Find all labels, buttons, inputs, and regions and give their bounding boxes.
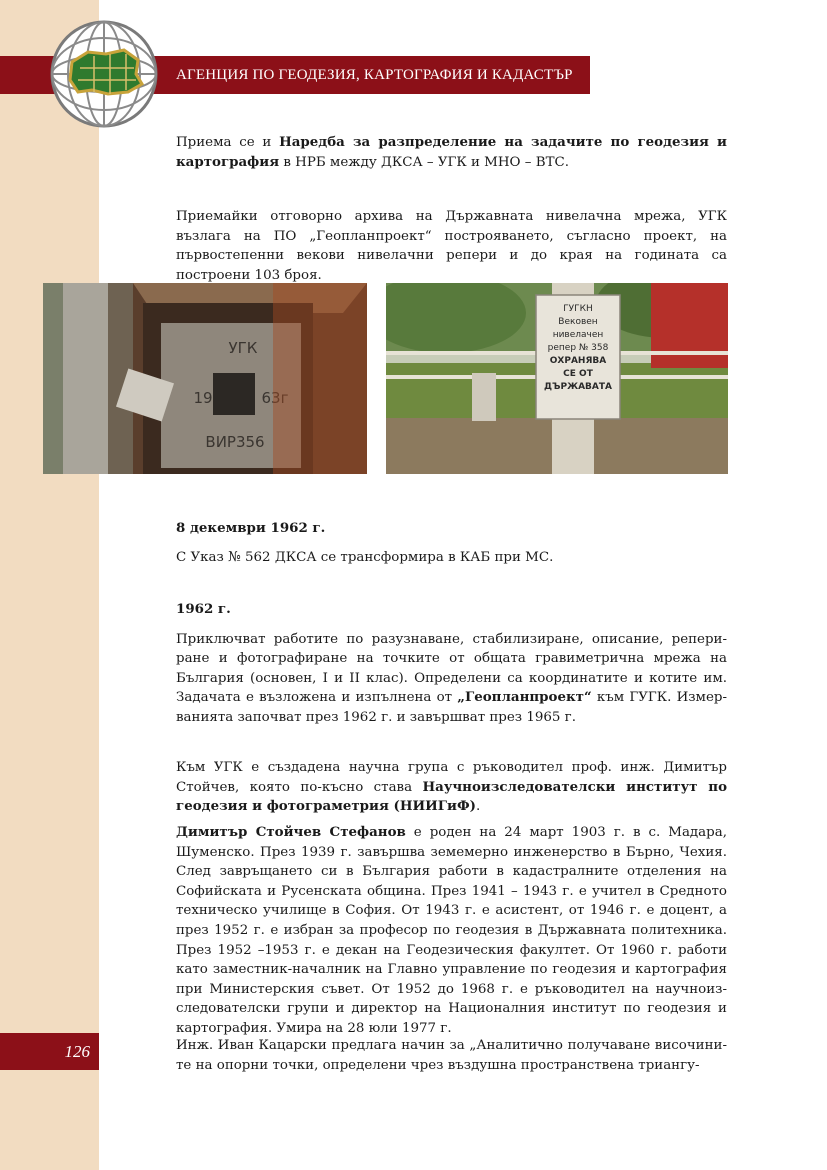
- left-sidebar: [0, 0, 99, 1170]
- s2-text-a: Приключват работите по разузнаване, стабилизиране, описание, репериране и фотографиране на точките от общата гравиметрична мрежа на България (основен, I и II клас). Определени са координатите и котите им. Задачата е възложена и изпълнена от: [176, 631, 727, 706]
- benchmark-line4: ВИР356: [205, 433, 265, 451]
- p1-text-a: Приема се и: [176, 135, 280, 150]
- paragraph-scientific-group: [176, 758, 727, 817]
- paragraph-archive: [176, 207, 727, 285]
- photo-benchmark-sign: [386, 283, 728, 474]
- s2-bold: „Геопланпроект“: [457, 689, 592, 706]
- p3-text-c: .: [476, 799, 481, 815]
- sign-line-2: Вековен: [558, 317, 598, 327]
- sign-line-3: нивелачен: [552, 330, 604, 340]
- header-title: АГЕНЦИЯ ПО ГЕОДЕЗИЯ, КАРТОГРАФИЯ И КАДАСТЪР: [176, 67, 573, 83]
- sign-line-4: репер № 358: [547, 343, 609, 353]
- benchmark-pit-image: [43, 283, 367, 474]
- benchmark-line2: 19: [193, 389, 213, 407]
- page-number: 126: [64, 1042, 90, 1061]
- benchmark-line1: УГК: [228, 339, 258, 357]
- section-1962: [176, 600, 727, 728]
- agency-logo-icon: [48, 18, 160, 130]
- section-dec-1962: [176, 519, 727, 567]
- sign-line-7: ДЪРЖАВАТА: [544, 382, 612, 392]
- p5-text: Инж. Иван Кацарски предлага начин за „Аналитично получаване височините на опорни точки, определени чрез въздушна пространствена триангу-: [176, 1038, 727, 1073]
- paragraph-katsarski: [176, 1036, 727, 1075]
- sign-line-5: ОХРАНЯВА: [549, 356, 607, 366]
- p1-bold: Наредба за разпределение на задачите по геодезия и картография: [176, 134, 727, 170]
- p4-text: е роден на 24 март 1903 г. в с. Мадара, Шуменско. През 1939 г. завършва земемерно инженерство в Бърно, Чехия. След завръщането си в България работи в кадастралните отделения на Софийската и Русенската община. През 1941 – 1943 г. е учител в Средното техническо училище в София. От 1943 г. е асистент, от 1946 г. е доцент, а през 1952 г. е избран за професор по геодезия в Държавната политехника. През 1952 –1953 г. е декан на Геодезическия факултет. От 1960 г. работи като заместник-началник на Главно управление по геодезия и картография при Министерския съвет. От 1952 до 1968 г. е ръководител на научноизследователски групи и директор на Националния институт по геодезия и картография. Умира на 28 юли 1977 г.: [176, 825, 727, 1036]
- paragraph-biography: [176, 823, 727, 1039]
- date-8-dec-1962: 8 декември 1962 г.: [176, 520, 326, 536]
- p1-text-c: в НРБ между ДКСА – УГК и МНО – ВТС.: [279, 154, 570, 170]
- paragraph-regulation: [176, 133, 727, 172]
- p3-text-a: Към УГК е създадена научна група с ръководител проф. инж. Димитър Стойчев, която по-късно става: [176, 760, 727, 795]
- p3-bold: Научноизследователски институт по геодезия и фотограметрия (НИИГиФ): [176, 778, 727, 815]
- date-1962: 1962 г.: [176, 601, 231, 617]
- p2-text: Приемайки отговорно архива на Държавната нивелачна мрежа, УГК възлага на ПО „Геопланпроект“ построяването, съгласно проект, на първостепенни векови нивелачни репери и до края на годината са построени 103 броя.: [176, 209, 727, 283]
- s2-text-c: към ГУГК. Измерванията започват през 1962 г. и завършват през 1965 г.: [176, 690, 727, 725]
- benchmark-line3: 63г: [261, 389, 289, 407]
- p4-bold-name: Димитър Стойчев Стефанов: [176, 824, 406, 840]
- benchmark-sign: [536, 303, 620, 394]
- sign-line-6: СЕ ОТ: [563, 369, 593, 379]
- s1-text: С Указ № 562 ДКСА се трансформира в КАБ при МС.: [176, 549, 554, 565]
- sign-line-1: ГУГКН: [563, 304, 593, 314]
- photo-benchmark-pit: [43, 283, 367, 474]
